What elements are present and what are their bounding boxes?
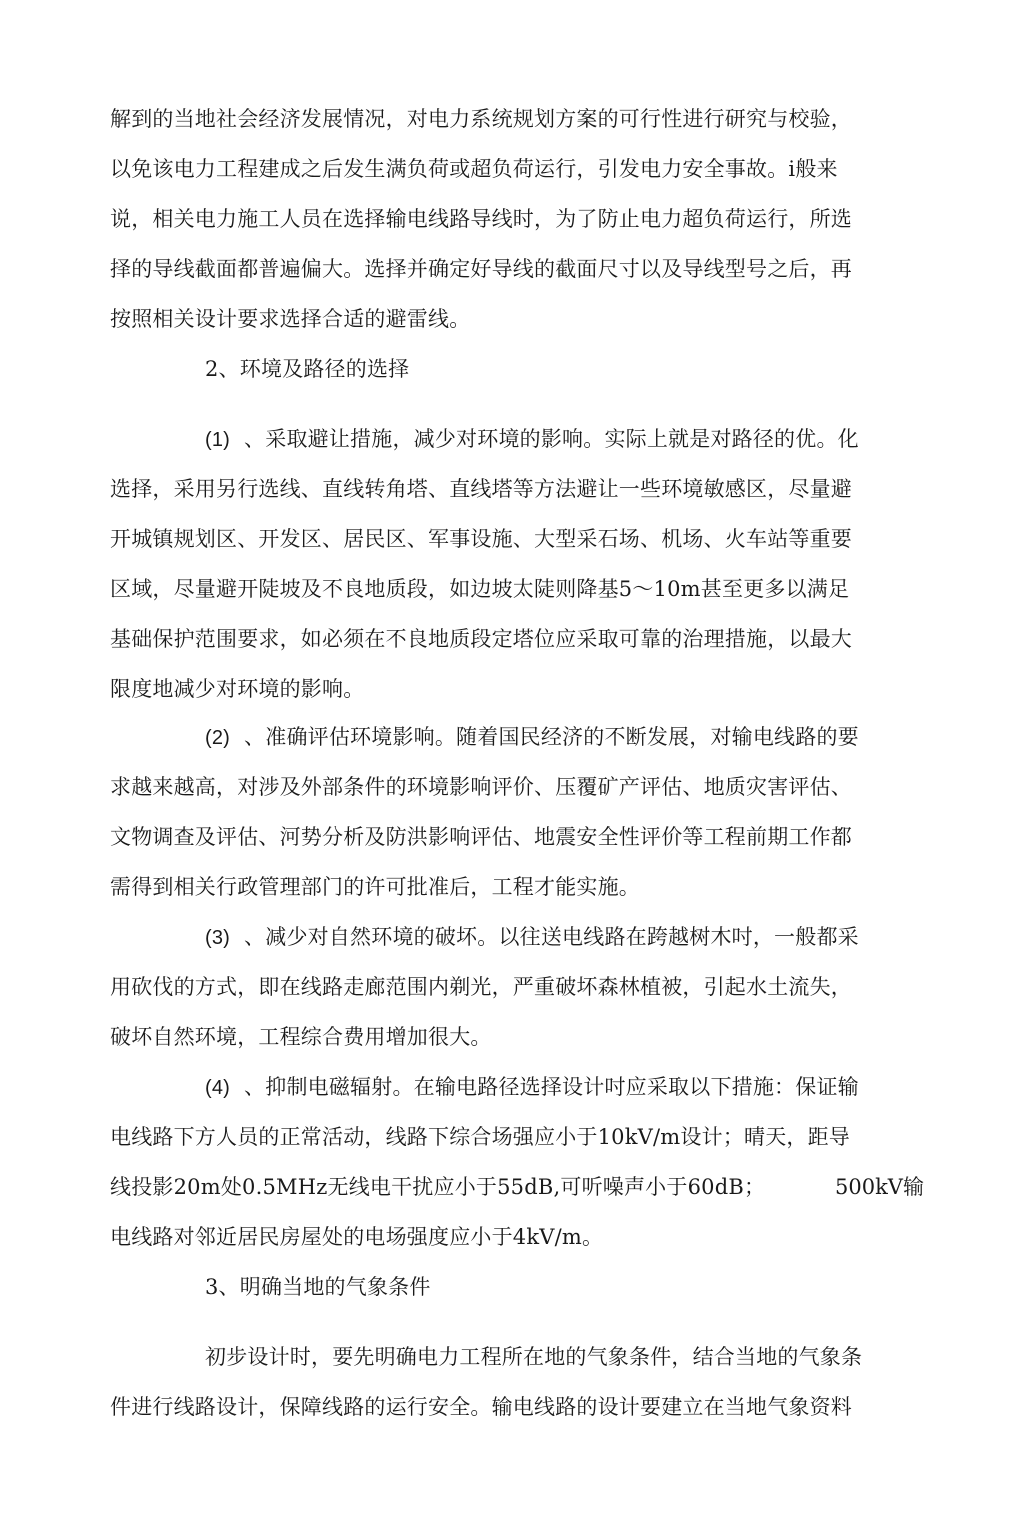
paragraph-line: 解到的当地社会经济发展情况，对电力系统规划方案的可行性进行研究与校验， (110, 107, 852, 131)
paragraph-line: 文物调查及评估、河势分析及防洪影响评估、地震安全性评价等工程前期工作都 (110, 825, 852, 849)
paragraph-line: 选择，采用另行选线、直线转角塔、直线塔等方法避让一些环境敏感区，尽量避 (110, 477, 852, 501)
item-text: 、抑制电磁辐射。在输电路径选择设计吋应采取以下措施：保证输 (244, 1075, 859, 1099)
paragraph-line: 区域，尽量避开陡坡及不良地质段，如边坡太陡则降基5～10m甚至更多以满足 (110, 577, 850, 601)
paragraph-line: 电线路下方人员的正常活动，线路下综合场强应小于10kV/m设计；晴天，距导 (110, 1125, 850, 1149)
paragraph-line: 电线路对邻近居民房屋处的电场强度应小于4kV/m。 (110, 1225, 604, 1249)
list-item-2 (205, 722, 859, 752)
paragraph-line: 需得到相关行政管理部门的许可批准后，工程才能实施。 (110, 875, 640, 899)
item-number: (1) (205, 429, 231, 451)
paragraph-line: 限度地减少对环境的影响。 (110, 677, 365, 701)
list-item-4 (205, 1072, 859, 1102)
paragraph-line: 破坏自然环境，工程综合费用增加很大。 (110, 1025, 492, 1049)
item-text: 、采取避让措施，减少对环境的影响。实际上就是对路径的优。化 (244, 427, 859, 451)
paragraph-line: 说，相关电力施工人员在选择输电线路导线时，为了防止电力超负荷运行，所选 (110, 207, 852, 231)
item-number: (3) (205, 927, 231, 949)
paragraph-line-tail: 500kV输 (835, 1175, 924, 1199)
paragraph-line: 初步设计时，要先明确电力工程所在地的气象条件，结合当地的气象条 (205, 1345, 863, 1369)
list-item-1 (205, 424, 859, 454)
section-heading: 2、环境及路径的选择 (205, 357, 410, 381)
item-text: 、减少对自然环境的破坏。以往送电线路在跨越树木吋，一般都采 (244, 925, 859, 949)
paragraph-line: 以免该电力工程建成之后发生满负荷或超负荷运行，引发电力安全事故。i般来 (110, 157, 838, 181)
paragraph-line: 用砍伐的方式，即在线路走廊范围内剃光，严重破坏森林植被，引起水土流失， (110, 975, 852, 999)
paragraph-line: 择的导线截面都普遍偏大。选择并确定好导线的截面尺寸以及导线型号之后，再 (110, 257, 852, 281)
item-number: (2) (205, 727, 231, 749)
paragraph-line: 求越来越高，对涉及外部条件的环境影响评价、压覆矿产评估、地质灾害评估、 (110, 775, 852, 799)
paragraph-line: 按照相关设计要求选择合适的避雷线。 (110, 307, 471, 331)
item-text: 、准确评估环境影响。随着国民经济的不断发展，对输电线路的要 (244, 725, 859, 749)
item-number: (4) (205, 1077, 231, 1099)
paragraph-line: 基础保护范围要求，如必须在不良地质段定塔位应采取可靠的治理措施，以最大 (110, 627, 852, 651)
paragraph-line: 件进行线路设计，保障线路的运行安全。输电线路的设计要建立在当地气象资料 (110, 1395, 852, 1419)
paragraph-line: 线投影20m处0.5MHz无线电干扰应小于55dB,可听噪声小于60dB； (110, 1175, 766, 1199)
section-heading: 3、明确当地的气象条件 (205, 1275, 431, 1299)
list-item-3 (205, 922, 859, 952)
paragraph-line: 开城镇规划区、开发区、居民区、军事设施、大型采石场、机场、火车站等重要 (110, 527, 852, 551)
